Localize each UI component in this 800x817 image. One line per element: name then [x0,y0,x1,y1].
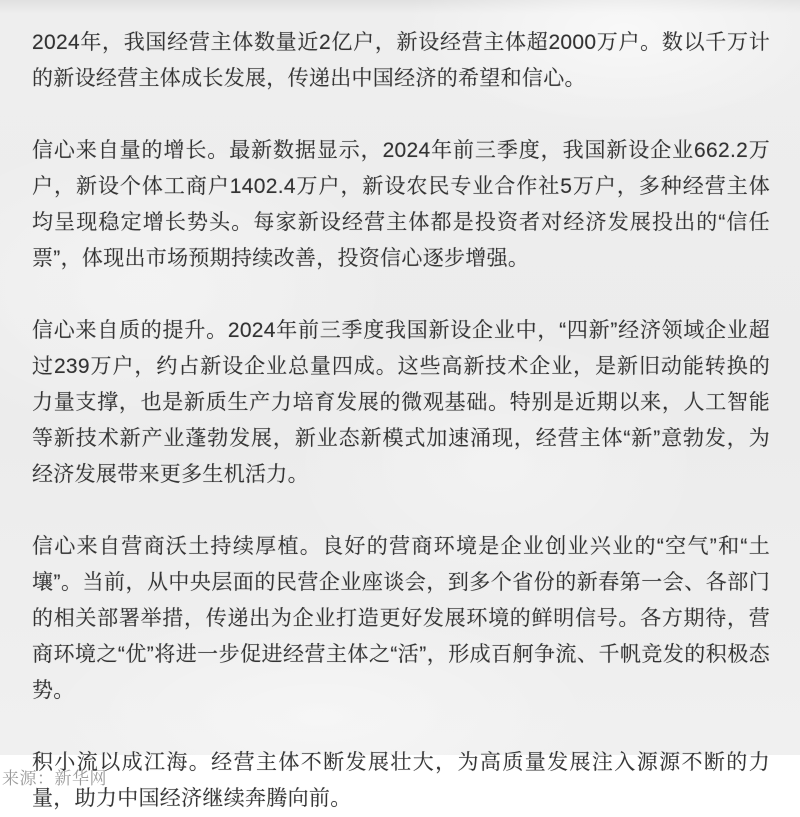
article-paragraph-4: 信心来自营商沃土持续厚植。良好的营商环境是企业创业兴业的“空气”和“土壤”。当前，从中央层面的民营企业座谈会，到多个省份的新春第一会、各部门的相关部署举措，传递出为企业打造更好发展环境的鲜明信号。各方期待，营商环境之“优”将进一步促进经营主体之“活”，形成百舸争流、千帆竞发的积极态势。 [32,535,770,702]
article-paragraph-1: 2024年，我国经营主体数量近2亿户，新设经营主体超2000万户。数以千万计的新设经营主体成长发展，传递出中国经济的希望和信心。 [32,31,770,90]
article-paragraph-2: 信心来自量的增长。最新数据显示，2024年前三季度，我国新设企业662.2万户，新设个体工商户1402.4万户，新设农民专业合作社5万户，多种经营主体均呈现稳定增长势头。每家新设经营主体都是投资者对经济发展投出的“信任票”，体现出市场预期持续改善，投资信心逐步增强。 [32,139,770,270]
source-label: 来源：新华网 [2,769,107,788]
article-paragraph-5: 积小流以成江海。经营主体不断发展壮大，为高质量发展注入源源不断的力量，助力中国经济继续奔腾向前。 [32,751,770,810]
article-paragraph-3: 信心来自质的提升。2024年前三季度我国新设企业中，“四新”经济领域企业超过239万户，约占新设企业总量四成。这些高新技术企业，是新旧动能转换的力量支撑，也是新质生产力培育发展的微观基础。特别是近期以来，人工智能等新技术新产业蓬勃发展，新业态新模式加速涌现，经营主体“新”意勃发，为经济发展带来更多生机活力。 [32,319,770,486]
